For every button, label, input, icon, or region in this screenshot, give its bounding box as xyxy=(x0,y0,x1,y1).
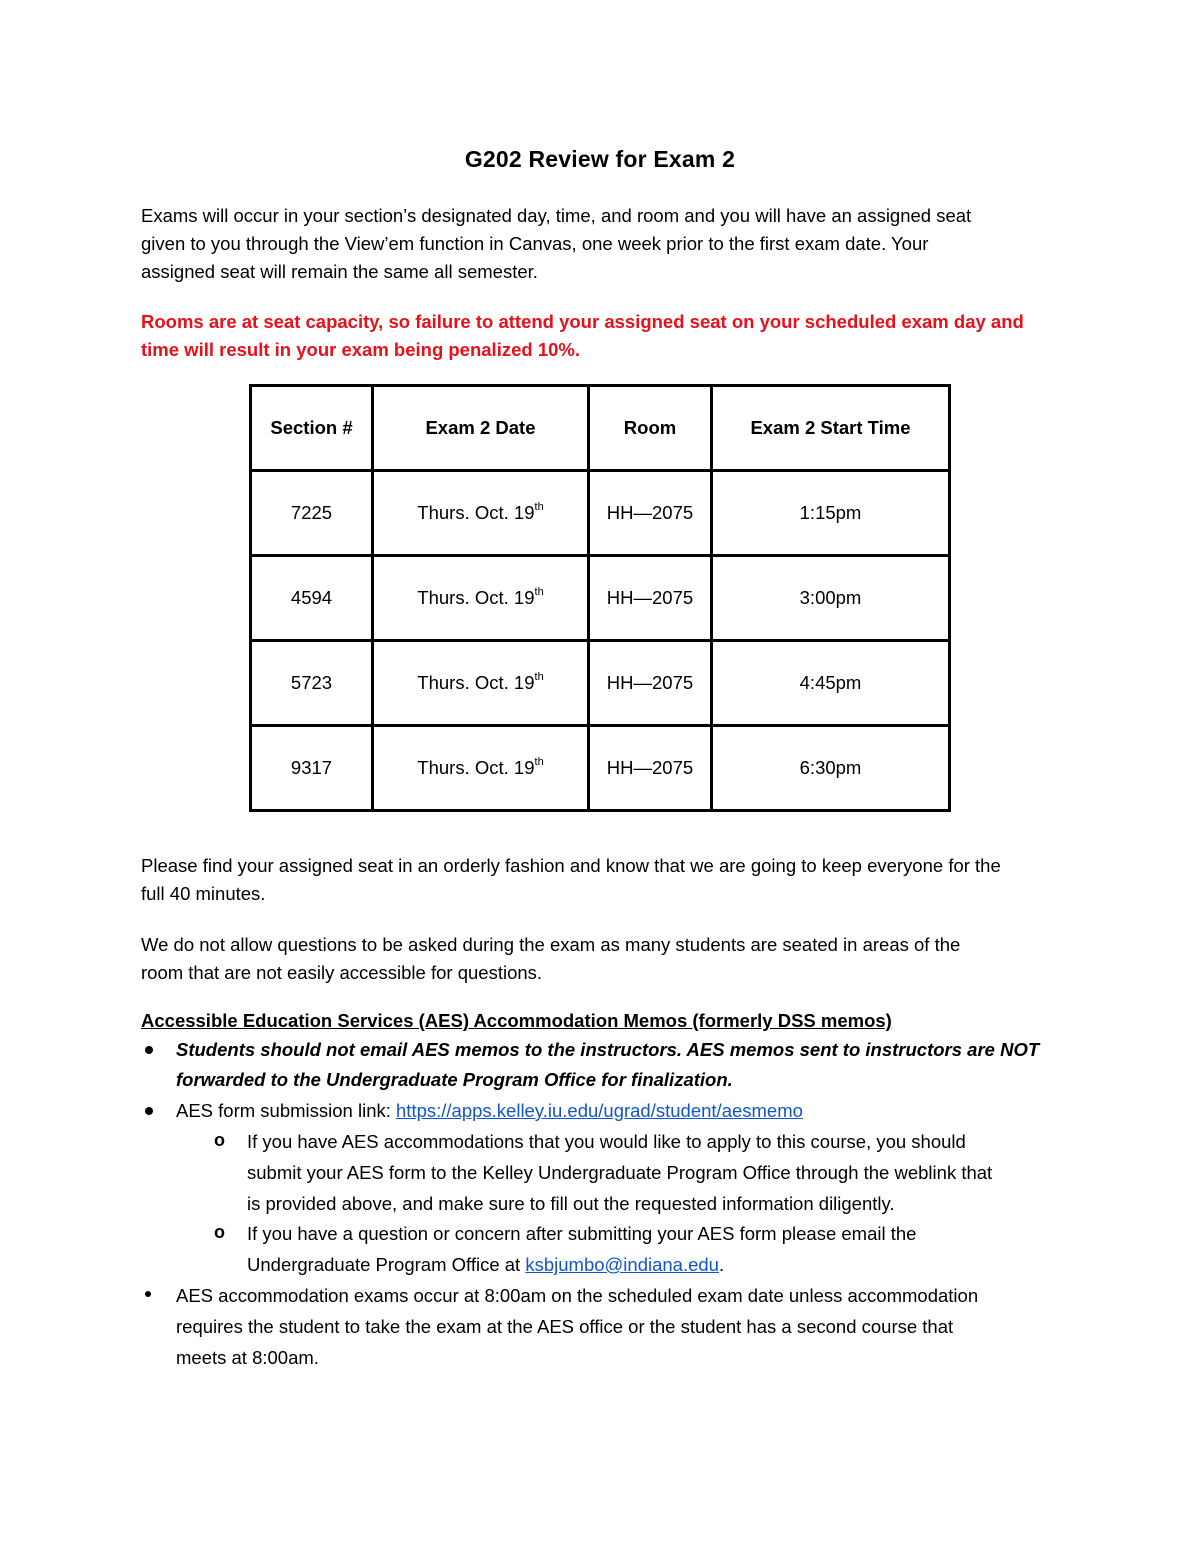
aes-submission-link[interactable]: https://apps.kelley.iu.edu/ugrad/student/aesmemo xyxy=(396,1100,803,1121)
questions-line: We do not allow questions to be asked during the exam as many students are seated in areas of the xyxy=(141,934,961,955)
cell-time: 4:45pm xyxy=(712,641,950,726)
warning-line: time will result in your exam being penalized 10%. xyxy=(141,339,580,360)
cell-time: 3:00pm xyxy=(712,556,950,641)
bullet-1-line: forwarded to the Undergraduate Program Office for finalization. xyxy=(176,1069,733,1090)
bullet-icon xyxy=(145,1291,151,1297)
sub-bullet-icon: o xyxy=(214,1130,225,1150)
email-link[interactable]: ksbjumbo@indiana.edu xyxy=(525,1254,719,1275)
date-suffix: th xyxy=(534,755,544,768)
aes-heading: Accessible Education Services (AES) Accommodation Memos (formerly DSS memos) xyxy=(141,1010,892,1031)
email-suffix: . xyxy=(718,1254,725,1275)
intro-paragraph xyxy=(141,202,1066,286)
questions-paragraph xyxy=(141,931,1066,987)
table-row xyxy=(251,471,950,556)
email-prefix: Undergraduate Program Office at xyxy=(247,1254,526,1275)
cell-room: HH—2075 xyxy=(589,726,712,811)
table-row xyxy=(251,641,950,726)
cell-time: 6:30pm xyxy=(712,726,950,811)
cell-room: HH—2075 xyxy=(589,471,712,556)
aes-sub-bullet-2 xyxy=(247,1218,916,1280)
bullet-1-line: Students should not email AES memos to the instructors. AES memos sent to instructors are NOT xyxy=(176,1039,1040,1060)
cell-section: 4594 xyxy=(251,556,373,641)
date-text: Thurs. Oct. 19 xyxy=(417,757,535,778)
bullet-icon xyxy=(145,1107,153,1115)
date-text: Thurs. Oct. 19 xyxy=(417,672,535,693)
cell-date xyxy=(373,641,589,726)
intro-line: assigned seat will remain the same all semester. xyxy=(141,261,538,282)
date-text: Thurs. Oct. 19 xyxy=(417,502,535,523)
date-suffix: th xyxy=(534,500,544,513)
warning-line: Rooms are at seat capacity, so failure to attend your assigned seat on your scheduled exam day and xyxy=(141,311,1024,332)
sub-bullet-icon: o xyxy=(214,1222,225,1242)
bullet-3-line: requires the student to take the exam at the AES office or the student has a second course that xyxy=(176,1316,954,1337)
table-row xyxy=(251,726,950,811)
date-suffix: th xyxy=(534,585,544,598)
aes-bullet-2 xyxy=(176,1096,803,1126)
date-suffix: th xyxy=(534,670,544,683)
header-section: Section # xyxy=(251,386,373,471)
table-row xyxy=(251,556,950,641)
intro-line: given to you through the View’em function in Canvas, one week prior to the first exam date. Your xyxy=(141,233,929,254)
sub-bullet-2-line: If you have a question or concern after submitting your AES form please email the xyxy=(247,1223,917,1244)
seat-line: full 40 minutes. xyxy=(141,883,266,904)
sub-bullet-1-line: If you have AES accommodations that you would like to apply to this course, you should xyxy=(247,1131,966,1152)
header-room: Room xyxy=(589,386,712,471)
sub-bullet-1-line: submit your AES form to the Kelley Undergraduate Program Office through the weblink that xyxy=(247,1162,993,1183)
questions-line: room that are not easily accessible for questions. xyxy=(141,962,543,983)
cell-date xyxy=(373,556,589,641)
warning-paragraph xyxy=(141,308,1066,364)
cell-time: 1:15pm xyxy=(712,471,950,556)
cell-room: HH—2075 xyxy=(589,556,712,641)
cell-date xyxy=(373,726,589,811)
bullet-icon xyxy=(145,1046,153,1054)
exam-schedule-table xyxy=(249,384,951,812)
aes-bullet-3 xyxy=(176,1280,978,1373)
sub-bullet-1-line: is provided above, and make sure to fill out the requested information diligently. xyxy=(247,1193,895,1214)
seat-line: Please find your assigned seat in an orderly fashion and know that we are going to keep everyone for the xyxy=(141,855,1001,876)
seat-paragraph xyxy=(141,852,1066,908)
bullet-3-line: AES accommodation exams occur at 8:00am on the scheduled exam date unless accommodation xyxy=(176,1285,979,1306)
bullet-3-line: meets at 8:00am. xyxy=(176,1347,319,1368)
intro-line: Exams will occur in your section’s designated day, time, and room and you will have an assigned seat xyxy=(141,205,972,226)
cell-section: 9317 xyxy=(251,726,373,811)
aes-bullet-1 xyxy=(176,1035,1039,1095)
cell-section: 5723 xyxy=(251,641,373,726)
page-title: G202 Review for Exam 2 xyxy=(464,146,736,172)
header-start-time: Exam 2 Start Time xyxy=(712,386,950,471)
cell-room: HH—2075 xyxy=(589,641,712,726)
header-date: Exam 2 Date xyxy=(373,386,589,471)
aes-sub-bullet-1 xyxy=(247,1126,992,1219)
sub-bullet-2-line xyxy=(247,1249,916,1280)
table-header-row xyxy=(251,386,950,471)
date-text: Thurs. Oct. 19 xyxy=(417,587,535,608)
submission-link-label: AES form submission link: xyxy=(176,1100,397,1121)
cell-section: 7225 xyxy=(251,471,373,556)
cell-date xyxy=(373,471,589,556)
